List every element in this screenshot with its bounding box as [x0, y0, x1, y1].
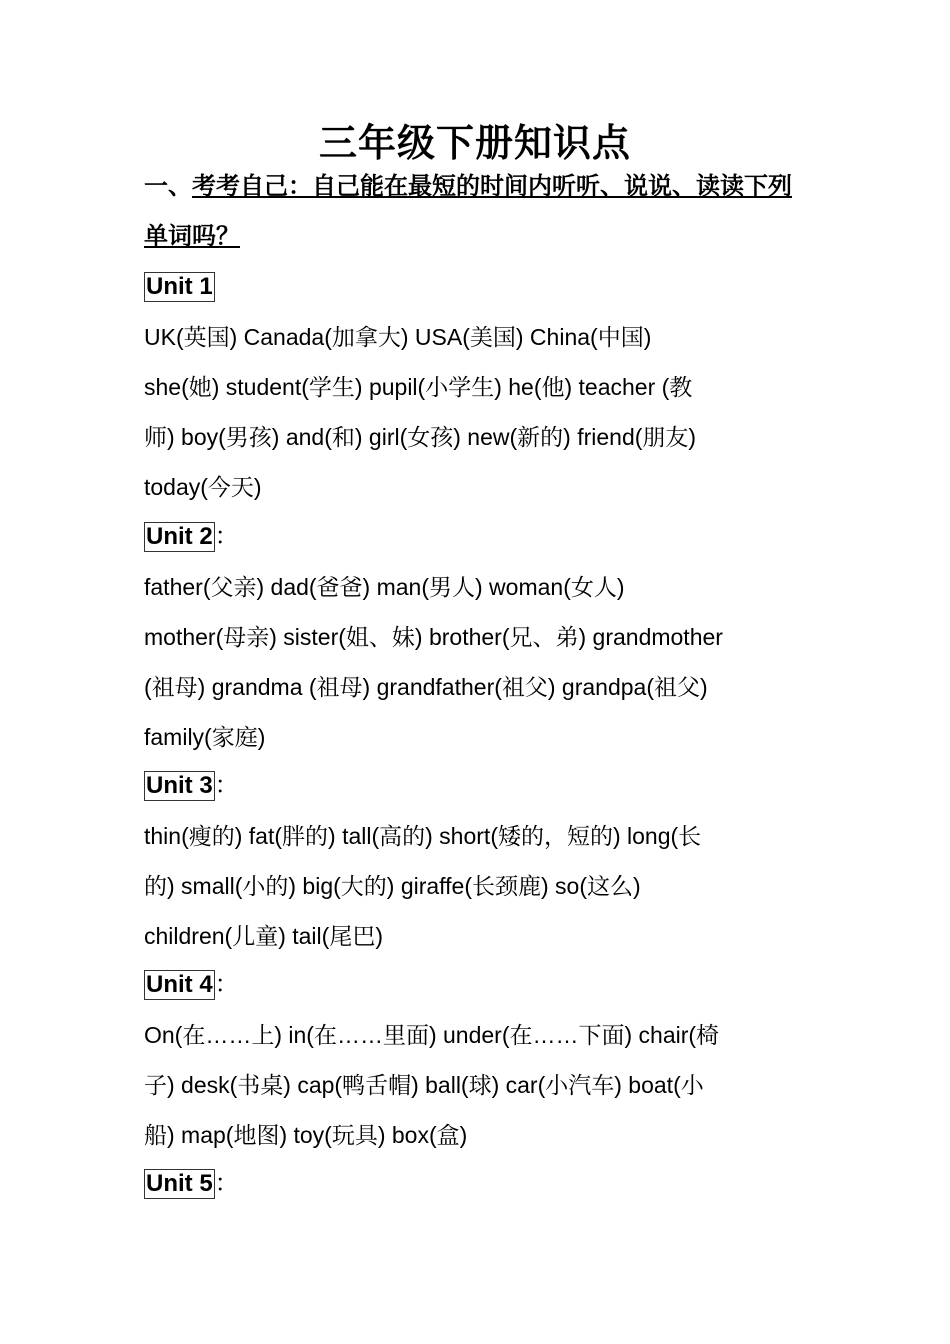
unit-5-label: [144, 1159, 239, 1209]
section-heading-text-cont: 单词吗？: [144, 223, 240, 250]
page-title: 三年级下册知识点: [318, 123, 631, 165]
unit-label-suffix: ：: [214, 523, 239, 550]
unit-1-label: [144, 262, 215, 312]
unit-label-box: Unit 2: [146, 523, 213, 550]
unit-4-vocab-line-3: 船) map(地图) toy(玩具) box(盒): [144, 1122, 468, 1148]
unit-2-vocab-line-3: (祖母) grandma (祖母) grandfather(祖父) grandpa(祖父): [144, 674, 708, 700]
unit-1-vocab-line-3: 师) boy(男孩) and(和) girl(女孩) new(新的) friend(朋友): [144, 424, 697, 450]
unit-3-vocab-line-1: thin(瘦的) fat(胖的) tall(高的) short(矮的，短的) long(长: [144, 823, 702, 849]
unit-3-vocab-line-3: children(儿童) tail(尾巴): [144, 923, 383, 949]
unit-2-vocab-line-1: father(父亲) dad(爸爸) man(男人) woman(女人): [144, 574, 625, 600]
unit-3-label: [144, 761, 239, 811]
unit-4-label: [144, 960, 239, 1010]
unit-1-vocab-line-2: she(她) student(学生) pupil(小学生) he(他) teacher (教: [144, 374, 693, 400]
unit-4-vocab-line-2: 子) desk(书桌) cap(鸭舌帽) ball(球) car(小汽车) boat(小: [144, 1072, 704, 1098]
unit-2-label: [144, 512, 239, 562]
section-heading-line-2: [144, 212, 824, 262]
unit-3-vocab-line-2: 的) small(小的) big(大的) giraffe(长颈鹿) so(这么): [144, 873, 641, 899]
unit-label-box: Unit 3: [146, 772, 213, 799]
unit-label-box: Unit 5: [146, 1170, 213, 1197]
unit-2-vocab-line-4: family(家庭): [144, 724, 266, 750]
unit-1-vocab-line-4: today(今天): [144, 474, 262, 500]
section-heading-text: 考考自己：自己能在最短的时间内听听、说说、读读下列: [192, 173, 792, 200]
unit-label-box: Unit 1: [146, 273, 213, 300]
unit-2-vocab-line-2: mother(母亲) sister(姐、妹) brother(兄、弟) grandmother: [144, 624, 723, 650]
unit-label-box: Unit 4: [146, 971, 213, 998]
unit-label-suffix: ：: [214, 772, 239, 799]
unit-4-vocab-line-1: On(在……上) in(在……里面) under(在……下面) chair(椅: [144, 1022, 720, 1048]
unit-label-suffix: ：: [214, 1170, 239, 1197]
unit-1-vocab-line-1: UK(英国) Canada(加拿大) USA(美国) China(中国): [144, 324, 652, 350]
section-heading-prefix: 一、: [144, 173, 192, 200]
unit-label-suffix: ：: [214, 971, 239, 998]
section-heading-line-1: [144, 162, 824, 212]
